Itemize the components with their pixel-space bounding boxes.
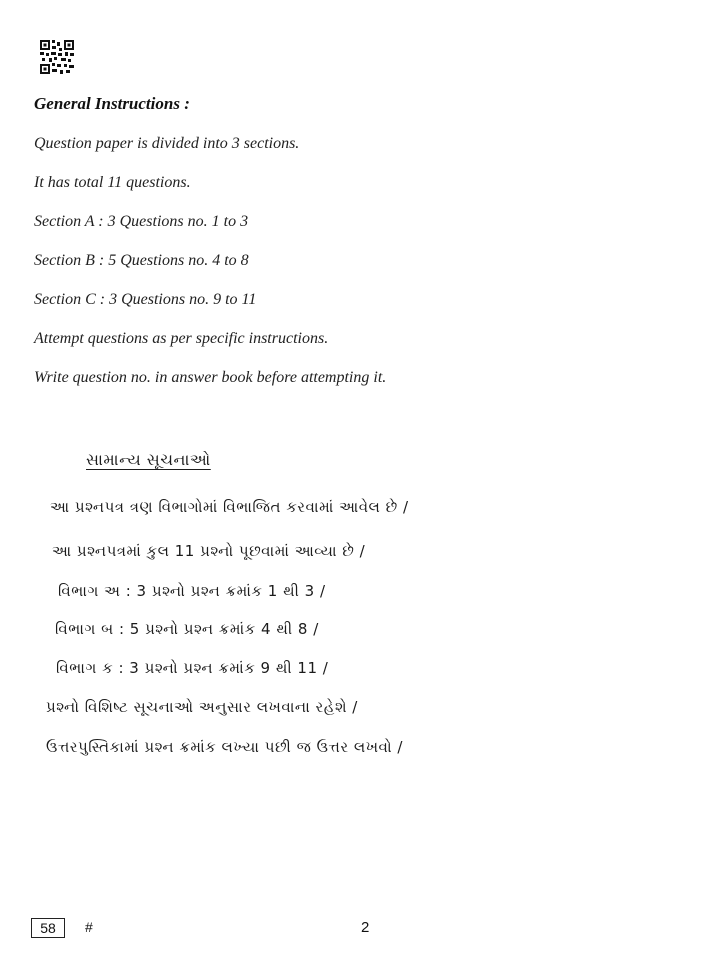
handwritten-line: પ્રશ્નો વિશિષ્ટ સૂચનાઓ અનુસાર લખવાના રહેશે / <box>46 698 358 716</box>
handwritten-line: આ પ્રશ્નપત્ર ત્રણ વિભાગોમાં વિભાજિત કરવામાં આવેલ છે / <box>50 498 409 516</box>
general-instructions-title: General Instructions : <box>34 94 190 113</box>
handwritten-line: આ પ્રશ્નપત્રમાં કુલ 11 પ્રશ્નો પૂછવામાં આવ્યા છે / <box>52 542 366 560</box>
instruction-item: It has total 11 questions. <box>34 174 191 191</box>
instruction-item: Question paper is divided into 3 sections. <box>34 135 300 152</box>
page-number: 2 <box>361 919 370 936</box>
instruction-item: Write question no. in answer book before attempting it. <box>34 369 387 386</box>
instruction-item: Attempt questions as per specific instructions. <box>34 330 329 347</box>
instruction-item: Section A : 3 Questions no. 1 to 3 <box>34 213 249 230</box>
qr-code-icon <box>40 40 74 74</box>
instruction-item: Section C : 3 Questions no. 9 to 11 <box>34 291 257 308</box>
handwritten-instructions <box>0 440 727 780</box>
paper-code-box: 58 <box>31 918 65 938</box>
handwritten-line: વિભાગ બ : 5 પ્રશ્નો પ્રશ્ન ક્રમાંક 4 થી 8 / <box>55 620 319 638</box>
handwritten-heading: સામાન્ય સૂચનાઓ <box>86 450 211 469</box>
instructions-list <box>34 134 386 407</box>
handwritten-line: ઉત્તરપુસ્તિકામાં પ્રશ્ન ક્રમાંક લખ્યા પછી જ ઉત્તર લખવો / <box>46 738 403 756</box>
handwritten-line: વિભાગ અ : 3 પ્રશ્નો પ્રશ્ન ક્રમાંક 1 થી 3 / <box>58 582 326 600</box>
hash-mark: # <box>85 919 93 935</box>
handwritten-line: વિભાગ ક : 3 પ્રશ્નો પ્રશ્ન ક્રમાંક 9 થી 11 / <box>56 659 329 677</box>
instruction-item: Section B : 5 Questions no. 4 to 8 <box>34 252 249 269</box>
